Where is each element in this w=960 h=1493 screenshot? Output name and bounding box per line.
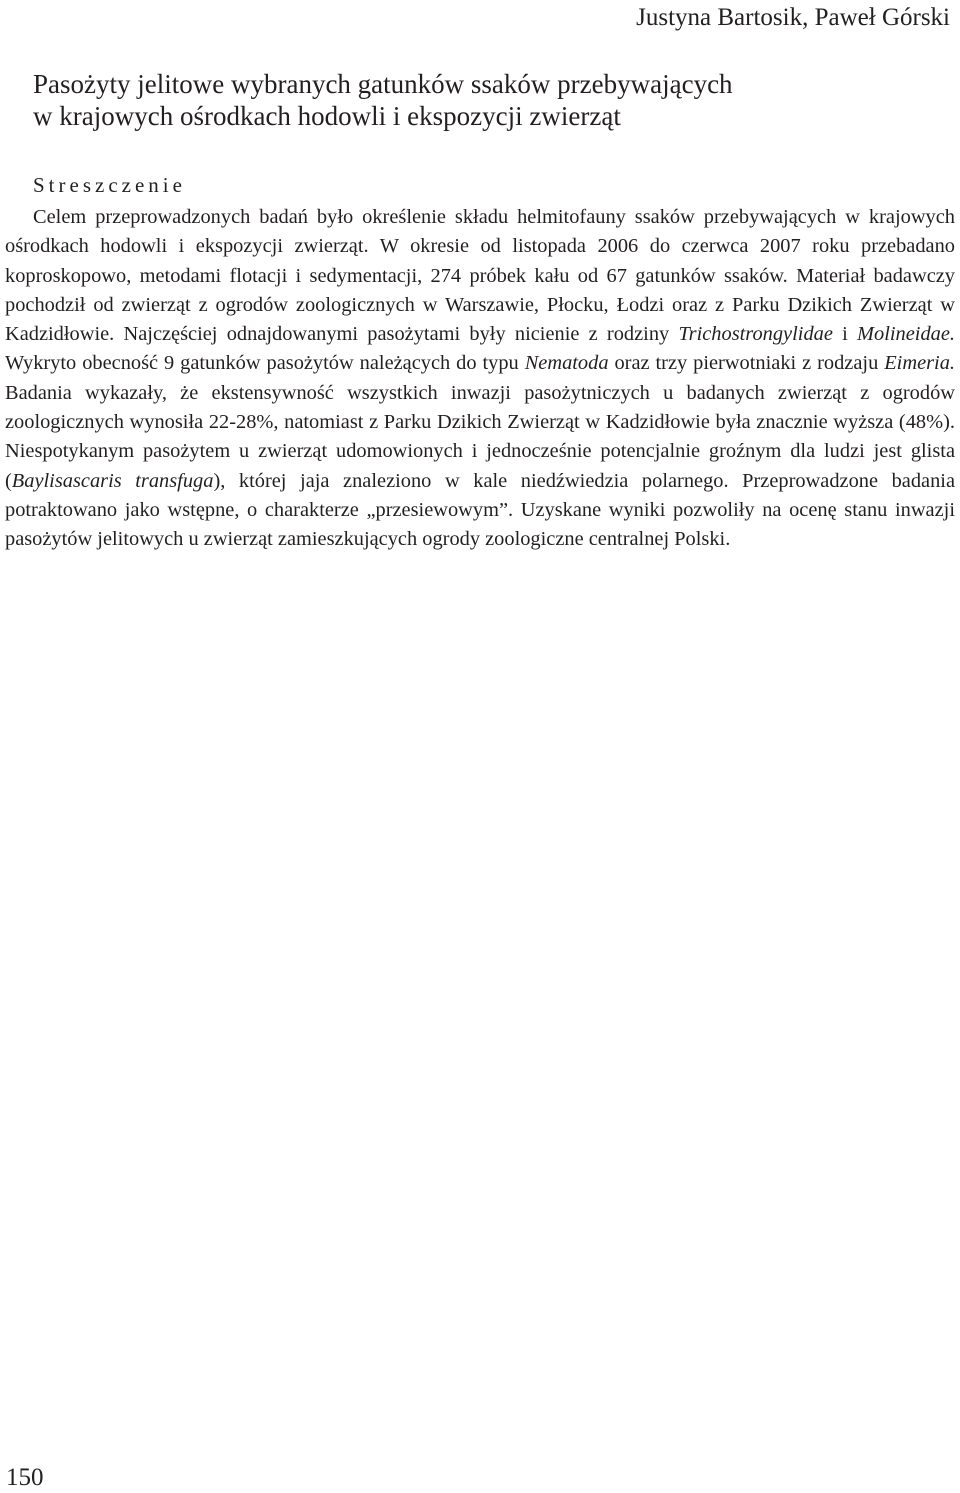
- article-title: [33, 68, 933, 132]
- taxon-nematoda: Nematoda: [524, 352, 609, 375]
- abstract-text-2: i: [832, 323, 858, 346]
- taxon-molineidae: Molineidae.: [857, 323, 955, 346]
- taxon-baylisascaris-transfuga: Baylisascaris transfuga: [11, 469, 214, 492]
- abstract-heading: Streszczenie: [33, 173, 186, 197]
- abstract-text-4: oraz trzy pierwotniaki z rodzaju: [608, 352, 885, 375]
- abstract-text-6: ), której jaja znaleziono w kale niedźwiedzia polarnego. Przeprowadzone badania potraktowano jako wstępne, o charakterze „przesiewowym”. Uzyskane wyniki pozwoliły na ocenę stanu inwazji pasożytów jelitowych u zwierząt zamieszkujących ogrody zoologiczne centralnej Polski.: [5, 469, 955, 551]
- running-header-authors: Justyna Bartosik, Paweł Górski: [636, 4, 950, 31]
- taxon-trichostrongylidae: Trichostrongylidae: [678, 323, 833, 346]
- page-number: 150: [6, 1464, 44, 1491]
- article-title-line-2: w krajowych ośrodkach hodowli i ekspozycji zwierząt: [33, 101, 621, 131]
- abstract-paragraph: [5, 203, 955, 555]
- abstract-text-5: Badania wykazały, że ekstensywność wszystkich inwazji pasożytniczych u badanych zwierząt z ogrodów zoologicznych wynosiła 22-28%, natomiast z Parku Dzikich Zwierząt w Kadzidłowie była znacznie wyższa (48%). Niespotykanym pasożytem u zwierząt udomowionych i jednocześnie potencjalnie groźnym dla ludzi jest glista (: [5, 381, 955, 492]
- article-title-line-1: Pasożyty jelitowe wybranych gatunków ssaków przebywających: [33, 69, 733, 99]
- abstract-text-3: Wykryto obecność 9 gatunków pasożytów należących do typu: [5, 352, 525, 375]
- taxon-eimeria: Eimeria.: [884, 352, 956, 375]
- abstract-text-1: Celem przeprowadzonych badań było określenie składu helmitofauny ssaków przebywających w krajowych ośrodkach hodowli i ekspozycji zwierząt. W okresie od listopada 2006 do czerwca 2007 roku przebadano koproskopowo, metodami flotacji i sedymentacji, 274 próbek kału od 67 gatunków ssaków. Materiał badawczy pochodził od zwierząt z ogrodów zoologicznych w Warszawie, Płocku, Łodzi oraz z Parku Dzikich Zwierząt w Kadzidłowie. Najczęściej odnajdowanymi pasożytami były nicienie z rodziny: [5, 206, 955, 346]
